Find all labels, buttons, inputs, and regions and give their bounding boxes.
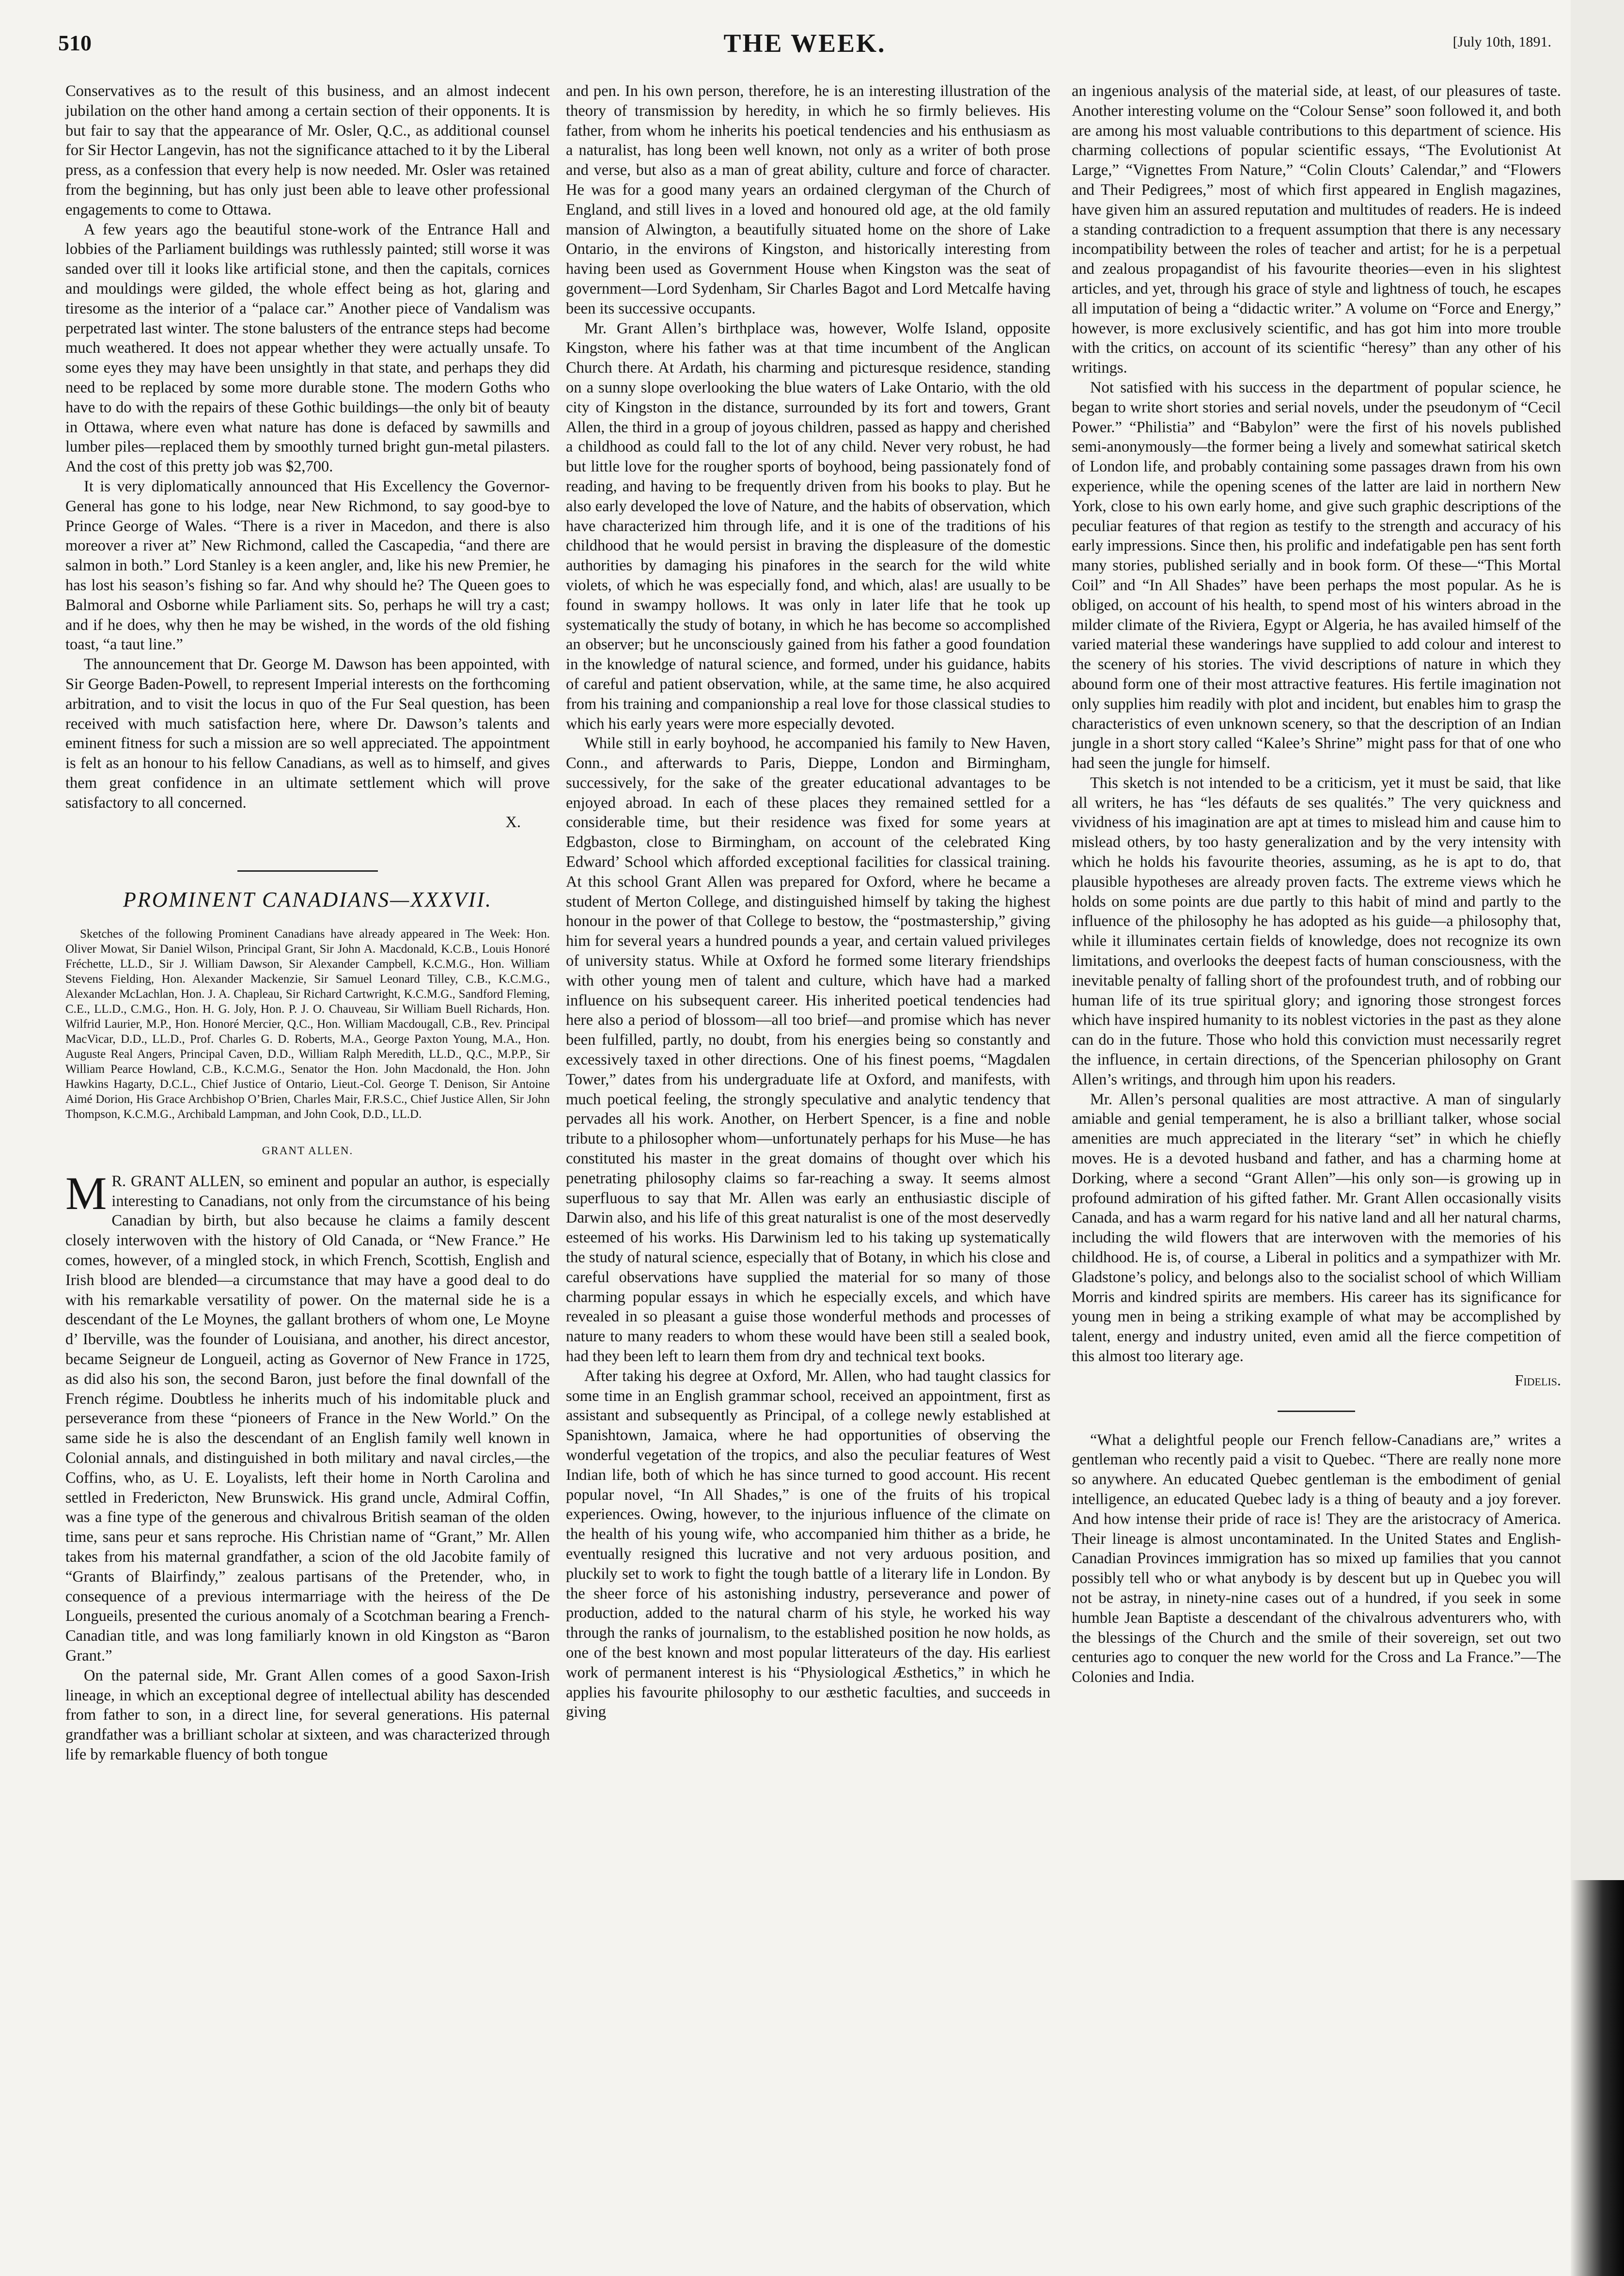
divider: [237, 870, 378, 872]
column-1: [65, 81, 550, 1765]
page-number: 510: [58, 31, 92, 55]
sketches-note: [65, 926, 550, 1122]
paragraph: [65, 1167, 550, 1666]
signature: X.: [505, 814, 521, 832]
issue-date: [July 10th, 1891.: [1452, 34, 1551, 50]
drop-cap: M: [65, 1167, 107, 1219]
paragraph: Conservatives as to the result of this business, and an almost indecent jubilation on the other hand among a certain section of their opponents. It is but fair to say that the appearance of Mr. Osler, Q.C., as additional counsel for Sir Hector Langevin, has not the significance attached to it by the Liberal press, as a confession that every help is now needed. Mr. Osler was retained from the beginning, but has only just been able to leave other professional engagements to come to Ottawa.: [65, 82, 550, 219]
column-2: [566, 81, 1050, 1722]
paragraph: After taking his degree at Oxford, Mr. Allen, who had taught classics for some time in an English grammar school, received an appointment, first as assistant and subsequently as Principal, of a college newly established at Spanishtown, Jamaica, where he had opportunities of observing the wonderful vegetation of the tropics, and also the peculiar features of West Indian life, both of which he has since turned to good account. His recent popular novel, “In All Shades,” is one of the fruits of his tropical experiences. Owing, however, to the injurious influence of the climate on the health of his young wife, who accompanied him thither as a bride, he eventually resigned this lucrative and not very arduous position, and pluckily set to work to fight the tough battle of a literary life in London. By the sheer force of his astonishing industry, perseverance and power of production, added to the natural charm of his style, he worked his way through the ranks of journalism, to the established position he now holds, as one of the best known and most popular litterateurs of the day. His earliest work of permanent interest is his “Physiological Æsthetics,” in which he applies his favourite philosophy to our æsthetic faculties, and succeeds in giving: [566, 1367, 1050, 1721]
paragraph: an ingenious analysis of the material side, at least, of our pleasures of taste. Another interesting volume on the “Colour Sense” soon followed it, and both are among his most valuable contributions to this department of science. His charming collections of popular scientific essays, “The Evolutionist At Large,” “Vignettes From Nature,” “Colin Clouts’ Calendar,” and “Flowers and Their Pedigrees,” most of which first appeared in English magazines, have given him an assured reputation and multitudes of readers. He is indeed a standing contradiction to a frequent assumption that there is any necessary incompatibility between the roles of teacher and artist; for he is a perpetual and zealous propagandist of his favourite theories—even in his slightest articles, and yet, through his grace of style and lightness of touch, he escapes all imputation of being a “didactic writer.” A volume on “Force and Energy,” however, is more exclusively scientific, and has got him into more trouble with the critics, on account of its scientific “heresy” than any other of his writings.: [1072, 82, 1561, 377]
masthead-title: THE WEEK.: [723, 29, 886, 58]
paragraph: The announcement that Dr. George M. Dawson has been appointed, with Sir George Baden-Powell, to represent Imperial interests on the forthcoming arbitration, and to visit the locus in quo of the Fur Seal question, has been received with much satisfaction here, where Dr. Dawson’s talents and eminent fitness for such a mission are so well appreciated. The appointment is felt as an honour to his fellow Canadians, as well as to himself, and gives them great confidence in an ultimate settlement which will prove satisfactory to all concerned.: [65, 656, 550, 812]
divider: [1278, 1411, 1355, 1412]
page-header: [58, 30, 1551, 64]
paragraph: Not satisfied with his success in the department of popular science, he began to write short stories and serial novels, under the pseudonym of “Cecil Power.” “Philistia” and “Babylon” were the first of his novels published semi-anonymously—the former being a lively and somewhat satirical sketch of London life, and probably containing some passages drawn from his own experience, while the opening scenes of the latter are laid in northern New York, close to his own early home, and give such graphic descriptions of the peculiar features of that region as testify to the strength and accuracy of his early impressions. Since then, his prolific and indefatigable pen has sent forth many stories, published serially and in book form. Of these—“This Mortal Coil” and “In All Shades” have been perhaps the most popular. As he is obliged, on account of his health, to spend most of his winters abroad in the milder climate of the Riviera, Egypt or Algeria, he has availed himself of the varied material these wanderings have supplied to add colour and interest to the scenery of his stories. The vivid descriptions of nature in which they abound form one of their most attractive features. His fertile imagination not only supplies him readily with plot and incident, but enables him to grasp the characteristics of even unknown scenery, so that the description of an Indian jungle in a short story called “Kalee’s Shrine” might pass for that of one who had seen the jungle for himself.: [1072, 378, 1561, 772]
sketches-text: Sketches of the following Prominent Canadians have already appeared in The Week: Hon. Oliver Mowat, Sir Daniel Wilson, Principal Grant, Sir John A. Macdonald, K.C.B., Louis Honoré Fréchette, LL.D., Sir J. William Dawson, Sir Alexander Campbell, K.C.M.G., Hon. William Stevens Fielding, Hon. Alexander Mackenzie, Sir Samuel Leonard Tilley, C.B., K.C.M.G., Alexander McLachlan, Hon. J. A. Chapleau, Sir Richard Cartwright, K.C.M.G., Sandford Fleming, C.E., LL.D., C.M.G., Hon. H. G. Joly, Hon. P. J. O. Chauveau, Sir William Buell Richards, Hon. Wilfrid Laurier, M.P., Hon. Honoré Mercier, Q.C., Hon. William Macdougall, C.B., Rev. Principal MacVicar, D.D., LL.D., Prof. Charles G. D. Roberts, M.A., George Paxton Young, M.A., Hon. Auguste Real Angers, Principal Caven, D.D., William Ralph Meredith, LL.D., Q.C., M.P.P., Sir William Pearce Howland, C.B., K.C.M.G., Senator the Hon. John Macdonald, the Hon. John Hawkins Hagarty, D.C.L., Chief Justice of Ontario, Lieut.-Col. George T. Denison, Sir Antoine Aimé Dorion, His Grace Archbishop O’Brien, Charles Mair, F.R.S.C., Chief Justice Allen, Sir John Thompson, K.C.M.G., Archibald Lampman, and John Cook, D.D., LL.D.: [65, 927, 550, 1121]
section-title: PROMINENT CANADIANS—XXXVII.: [123, 888, 493, 912]
paragraph: “What a delightful people our French fellow-Canadians are,” writes a gentleman who recently paid a visit to Quebec. “There are really none more so anywhere. An educated Quebec gentleman is the embodiment of genial intelligence, an educated Quebec lady is a thing of beauty and a joy forever. And how intense their pride of race is! They are the aristocracy of America. Their lineage is almost uncontaminated. In the United States and English-Canadian Provinces immigration has so mixed up families that you cannot possibly tell who or what anybody is by descent but up in Quebec you will not be astray, in ninety-nine cases out of a hundred, if you seek in some humble Jean Baptiste a descendant of the chivalrous adventurers who, with the blessings of the Church and the smile of their sovereign, set out two centuries ago to conquer the new world for the Cross and La France.”—The Colonies and India.: [1072, 1431, 1561, 1686]
column-3: [1072, 81, 1561, 1687]
signature: Fidelis.: [1515, 1371, 1561, 1389]
article-subtitle: GRANT ALLEN.: [262, 1145, 354, 1157]
paragraph: On the paternal side, Mr. Grant Allen comes of a good Saxon-Irish lineage, in which an exceptional degree of intellectual ability has descended from father to son, in a direct line, for several generations. His paternal grandfather was a brilliant scholar at sixteen, and was characterized through life by remarkable fluency of both tongue: [65, 1666, 550, 1763]
paragraph: Mr. Allen’s personal qualities are most attractive. A man of singularly amiable and genial temperament, he is also a brilliant talker, whose social amenities are much appreciated in the literary “set” in which he chiefly moves. He is a devoted husband and father, and has a charming home at Dorking, where a second “Grant Allen”—his only son—is growing up in profound admiration of his gifted father. Mr. Grant Allen occasionally visits Canada, and has a warm regard for his native land and all her natural charms, including the wild flowers that are interwoven with the memories of his childhood. He is, of course, a Liberal in politics and a sympathizer with Mr. Gladstone’s policy, and belongs also to the socialist school of which William Morris and kindred spirits are members. His career has its significance for young men in being a striking example of what may be accomplished by talent, energy and industry united, even amid all the fierce competition of this almost too literary age.: [1072, 1090, 1561, 1365]
paragraph: A few years ago the beautiful stone-work of the Entrance Hall and lobbies of the Parliament buildings was ruthlessly painted; still worse it was sanded over till it looks like artificial stone, and then the capitals, cornices and mouldings were gilded, the whole effect being as hot, glaring and tiresome as the interior of a “palace car.” Another piece of Vandalism was perpetrated last winter. The stone balusters of the entrance steps had become much weathered. It does not appear whether they were actually unsafe. To some eyes they may have been unsightly in that state, and perhaps they did need to be replaced by some more durable stone. The modern Goths who have to do with the repairs of these Gothic buildings—the only bit of beauty in Ottawa, where even what nature has done is defaced by sawmills and lumber piles—replaced them by smoothly turned bright gun-metal pilasters. And the cost of this pretty job was $2,700.: [65, 220, 550, 476]
paragraph-text: R. GRANT ALLEN, so eminent and popular an author, is especially interesting to Canadians, not only from the circumstance of his being Canadian by birth, but also because he claims a family descent closely interwoven with the history of Old Canada, or “New France.” He comes, however, of a mingled stock, in which French, Scottish, English and Irish blood are blended—a circumstance that may have a good deal to do with his remarkable versatility of power. On the maternal side he is a descendant of the Le Moynes, the gallant brothers of whom one, Le Moyne d’ Iberville, was the founder of Louisiana, and another, his direct ancestor, became Seigneur de Longueil, acting as Governor of New France in 1725, as did also his son, the second Baron, just before the final downfall of the French régime. Doubtless he inherits much of his indomitable pluck and perseverance from these “pioneers of France in the New World.” On the same side he is also the descendant of an English family well known in Colonial annals, and distinguished in both military and naval circles,—the Coffins, who, as U. E. Loyalists, left their home in North Carolina and settled in Fredericton, New Brunswick. His grand uncle, Admiral Coffin, was a fine type of the generous and chivalrous British seaman of the olden time, sans peur et sans reproche. His Christian name of “Grant,” Mr. Allen takes from his maternal grandfather, a scion of the old Jacobite family of “Grants of Blairfindy,” zealous partisans of the Pretender, who, in consequence of a previous intermarriage with the heiress of the De Longueils, presented the curious anomaly of a Scotchman bearing a French-Canadian title, and was long familiarly known in old Kingston as “Baron Grant.”: [65, 1172, 550, 1664]
paragraph: This sketch is not intended to be a criticism, yet it must be said, that like all writers, he has “les défauts de ses qualités.” The very quickness and vividness of his imagination are apt at times to mislead him and cause him to mislead others, by too hasty generalization and by the very intensity with which he holds his favourite theories, assuming, as he is apt to do, that plausible hypotheses are already proven facts. The extreme views which he holds on some points are due partly to this habit of mind and partly to the influence of the philosophy he has adopted as his guide—a philosophy that, while it illuminates certain fields of knowledge, does not recognize its own limitations, and overlooks the deepest facts of human consciousness, with the inevitable penalty of falling short of the profoundest truth, and of robbing our human life of its true spiritual glory; and ignoring those strongest forces which have inspired humanity to its noblest victories in the past as they alone can do in the future. Those who hold this conviction must necessarily regret the influence, in certain directions, of the Spencerian philosophy on Grant Allen’s writings, and through him upon his readers.: [1072, 774, 1561, 1088]
paragraph: and pen. In his own person, therefore, he is an interesting illustration of the theory of transmission by heredity, in which he so firmly believes. His father, from whom he inherits his poetical tendencies and his enthusiasm as a naturalist, has long been well known, not only as a writer of both prose and verse, but also as a man of great ability, culture and force of character. He was for a good many years an ordained clergyman of the Church of England, and still lives in a loved and honoured old age, at the old family mansion of Alwington, a beautifully situated home on the shore of Lake Ontario, in the environs of Kingston, and historically interesting from having been used as Government House when Kingston was the seat of government—Lord Sydenham, Sir Charles Bagot and Lord Metcalfe having been its successive occupants.: [566, 82, 1050, 317]
paragraph: While still in early boyhood, he accompanied his family to New Haven, Conn., and afterwards to Paris, Dieppe, London and Birmingham, successively, for the sake of the greater educational advantages to be enjoyed abroad. In each of these places they remained settled for a considerable time, but their residence was fixed for some years at Edgbaston, close to Birmingham, on account of the celebrated King Edward’ School which afforded exceptional facilities for classical training. At this school Grant Allen was prepared for Oxford, where he became a student of Merton College, and distinguished himself by taking the highest honour in the power of that College to bestow, the “postmastership,” giving him for several years a hundred pounds a year, and certain valued privileges of university status. While at Oxford he formed some literary friendships with other young men of talent and culture, which have had a marked influence on his subsequent career. His inherited poetical tendencies had here also a period of blossom—all too brief—and promise which has never been fulfilled, partly, no doubt, from his energies being so constantly and excessively taxed in other directions. One of his finest poems, “Magdalen Tower,” dates from his undergraduate life at Oxford, and manifests, with much poetical feeling, the strongly speculative and analytic tendency that pervades all his work. Another, on Herbert Spencer, is a fine and noble tribute to a philosopher whom—unfortunately perhaps for his Muse—he has constituted his master in the great domains of thought over which his penetrating philosophy claims so far-reaching a sway. It seems almost superfluous to say that Mr. Allen was early an enthusiastic disciple of Darwin also, and his life of this great naturalist is one of the most deservedly esteemed of his works. His Darwinism led to his taking up systematically the study of natural science, especially that of Botany, in which his close and careful observations have supplied the material for so many of those charming popular essays in which he especially excels, and which have revealed in so pleasant a guise those wonderful methods and processes of nature to many readers to whom these would have been still a sealed book, had they been left to learn them from dry and technical text books.: [566, 735, 1050, 1365]
paragraph: Mr. Grant Allen’s birthplace was, however, Wolfe Island, opposite Kingston, where his father was at that time incumbent of the Anglican Church there. At Ardath, his charming and picturesque residence, standing on a sunny slope overlooking the blue waters of Lake Ontario, with the old city of Kingston in the distance, surrounded by its fort and towers, Grant Allen, the third in a group of joyous children, passed as happy and cherished a childhood as could fall to the lot of any child. Never very robust, he had but little love for the rougher sports of boyhood, being passionately fond of reading, and having to be frequently driven from his books to play. But he also early developed the love of Nature, and the habits of observation, which have characterized him through life, and it is one of the traditions of his childhood that he would persist in braving the displeasure of the domestic authorities by damaging his pinafores in the search for the wild white violets, of which he was especially fond, and which, alas! are usually to be found in swampy hollows. It was only in later life that he took up systematically the study of botany, in which he has become so accomplished an observer; but he unconsciously gained from his father a good foundation in the knowledge of natural science, and formed, under his guidance, habits of careful and patient observation, while, at the same time, he also acquired from his training and companionship a real love for those classical studies to which his early years were more especially devoted.: [566, 319, 1050, 733]
binding-shadow: [1571, 1880, 1624, 2276]
paragraph: It is very diplomatically announced that His Excellency the Governor-General has gone to his lodge, near New Richmond, to say good-bye to Prince George of Wales. “There is a river in Macedon, and there is also moreover a river at” New Richmond, called the Cascapedia, “and there are salmon in both.” Lord Stanley is a keen angler, and, like his new Premier, he has lost his season’s fishing so far. And why should he? The Queen goes to Balmoral and Osborne while Parliament sits. So, perhaps he will try a cast; and if he does, why then he may be wished, in the words of the old fishing toast, “a taut line.”: [65, 477, 550, 654]
